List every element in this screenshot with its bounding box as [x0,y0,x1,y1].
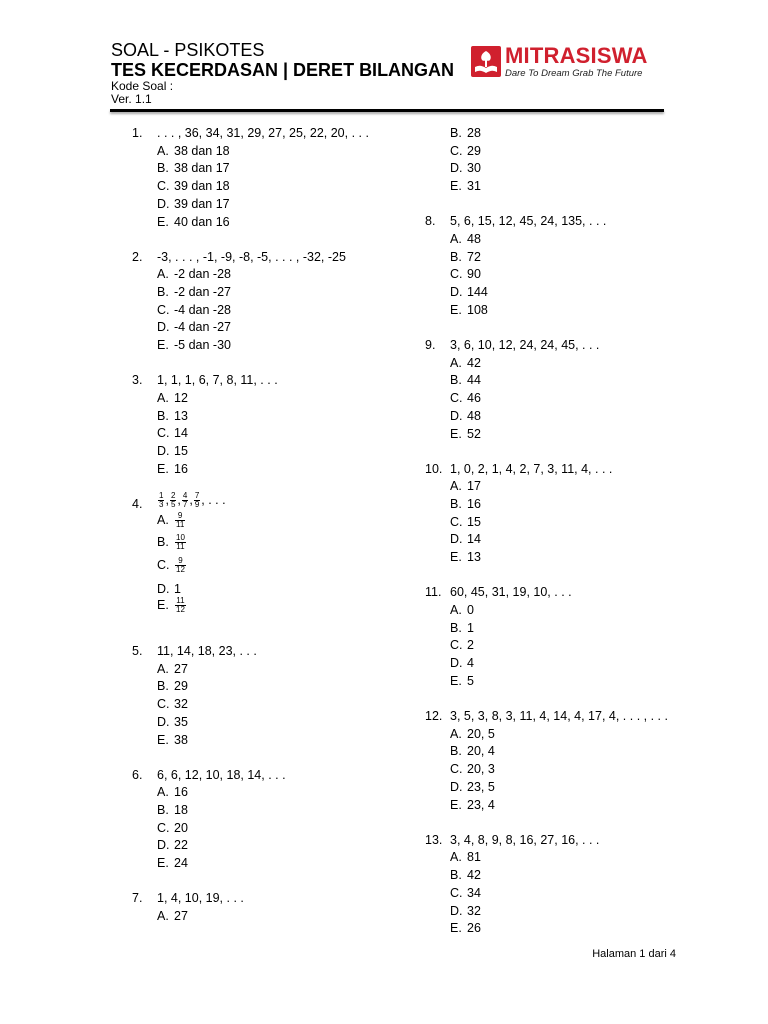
option-value: 13 [467,550,481,565]
option-value: 0 [467,603,474,618]
question-sequence: 3, 6, 10, 12, 24, 24, 45, . . . [450,338,600,352]
question-sequence: . . . , 36, 34, 31, 29, 27, 25, 22, 20, . . . [157,126,369,140]
answer-option [450,904,481,918]
fraction-numerator: 9 [178,555,183,565]
option-letter: B. [157,161,169,176]
option-letter: E. [157,214,169,229]
answer-option [157,856,188,870]
option-letter: C. [157,179,170,194]
option-letter: E. [450,921,462,936]
question-number: 5. [132,644,143,658]
question-sequence: 5, 6, 15, 12, 45, 24, 135, . . . [450,214,607,229]
answer-option [450,409,481,423]
answer-option [157,697,188,711]
question-sequence: 1, 0, 2, 1, 4, 2, 7, 3, 11, 4, . . . [450,461,613,476]
option-letter: D. [450,285,463,300]
answer-option [450,356,481,370]
answer-option [157,582,181,596]
option-value: 23, 5 [467,779,495,794]
doc-title-line1: SOAL - PSIKOTES [111,40,265,60]
answer-option [450,621,474,635]
option-value: 28 [467,126,481,140]
option-letter: C. [157,820,170,835]
answer-option [157,144,230,158]
option-value: 26 [467,921,481,936]
answer-option [450,868,481,882]
answer-option [450,285,488,299]
question-sequence: $\frac{1}{3}$ , $\frac{2}{5}$ , $\frac{4}{7}$ , $\frac{7}{9}$ , . . . [159,491,226,510]
option-letter: D. [450,161,463,176]
option-value: 39 dan 18 [174,179,230,194]
option-letter: B. [450,744,462,759]
option-letter: E. [450,302,462,317]
answer-option [450,744,495,758]
answer-option [450,427,481,441]
option-letter: C. [157,426,170,441]
option-value: 14 [174,426,188,441]
mitrasiswa-logo [471,43,651,82]
option-value: 40 dan 16 [174,214,230,229]
option-letter: B. [450,620,462,635]
question-sequence: 1, 1, 1, 6, 7, 8, 11, . . . [157,373,278,388]
option-letter: B. [157,408,169,423]
option-value: 48 [467,231,481,246]
option-letter: A. [450,231,462,246]
answer-option [157,161,230,175]
option-letter: D. [450,656,463,671]
option-value: 24 [174,856,188,871]
answer-option [157,215,230,229]
version-label: Ver. 1.1 [111,92,152,106]
option-letter: E. [450,550,462,565]
option-letter: A. [450,850,462,865]
option-letter: D. [157,582,170,597]
answer-option [157,512,186,529]
answer-option [157,785,188,799]
answer-option [157,391,188,405]
fraction-numerator: 1 [159,491,164,501]
option-letter: C. [450,885,463,900]
fraction [170,492,176,509]
fraction-numerator: 10 [176,533,185,543]
option-letter: C. [157,697,170,712]
option-letter: A. [157,785,169,800]
option-value: 23, 4 [467,797,495,812]
option-letter: A. [450,726,462,741]
option-value: 20, 3 [467,762,495,777]
option-value: 1 [174,582,181,597]
answer-option [450,921,481,935]
option-value: 38 dan 18 [174,143,230,158]
option-letter: A. [157,391,169,406]
fraction-numerator: 4 [182,491,188,501]
answer-option [450,515,481,529]
option-value: 52 [467,426,481,441]
answer-option [450,886,481,900]
option-value: 14 [467,532,481,547]
answer-option [450,303,488,317]
question-number: 10. [425,461,443,476]
option-letter: C. [157,302,170,317]
option-letter: B. [450,373,462,388]
answer-option [157,285,231,299]
option-letter: E. [450,426,462,441]
fraction-denominator: 3 [159,500,164,510]
option-value: 15 [467,514,481,529]
fraction [158,492,164,509]
question-sequence: -3, . . . , -1, -9, -8, -5, . . . , -32, -25 [157,249,346,264]
question-number: 9. [425,338,436,352]
option-value: 81 [467,850,481,865]
fraction-numerator: 2 [170,491,176,501]
answer-option [157,179,230,193]
answer-option [450,373,481,387]
question-number: 8. [425,214,436,229]
fraction [175,557,186,574]
option-value: 2 [467,638,474,653]
option-letter: B. [157,679,169,694]
option-value: 27 [174,661,188,676]
fraction-numerator: 9 [177,510,183,520]
option-value: -5 dan -30 [174,338,231,353]
option-letter: C. [157,557,170,572]
fraction-numerator: 11 [176,595,185,605]
option-letter: A. [450,603,462,618]
option-value: 44 [467,373,481,388]
question-sequence: 11, 14, 18, 23, . . . [157,644,257,658]
option-letter: A. [157,661,169,676]
option-value: 90 [467,267,481,282]
option-letter: A. [157,512,169,527]
answer-option [450,727,495,741]
option-letter: C. [450,391,463,406]
question-sequence: 60, 45, 31, 19, 10, . . . [450,585,572,600]
answer-option [157,662,188,676]
option-letter: E. [157,338,169,353]
question-number: 3. [132,373,143,388]
option-letter: C. [450,143,463,158]
answer-option [450,550,481,564]
answer-option [450,532,481,546]
option-value: 29 [174,679,188,694]
option-value: 1 [467,620,474,635]
option-letter: E. [450,673,462,688]
option-letter: D. [157,714,170,729]
option-letter: C. [450,762,463,777]
option-letter: E. [450,179,462,194]
option-value: 29 [467,143,481,158]
answer-option [450,780,495,794]
answer-option [450,850,481,864]
option-letter: B. [157,285,169,300]
option-value: 4 [467,656,474,671]
logo-tagline: Dare To Dream Grab The Future [505,68,643,79]
question-number: 6. [132,767,143,782]
question-sequence: 6, 6, 12, 10, 18, 14, . . . [157,767,286,782]
fraction [175,597,186,614]
fraction-denominator: 7 [182,500,188,510]
question-number: 1. [132,126,143,140]
option-value: 32 [174,697,188,712]
question-number: 12. [425,709,443,724]
option-letter: D. [157,320,170,335]
answer-option [450,638,474,652]
code-label: Kode Soal : [111,79,174,93]
option-value: 17 [467,479,481,494]
option-value: 16 [174,461,188,476]
option-value: 13 [174,408,188,423]
option-value: 20, 5 [467,726,495,741]
option-letter: D. [157,838,170,853]
option-letter: B. [157,803,169,818]
option-value: 12 [174,391,188,406]
question-number: 4. [132,497,143,512]
option-value: -4 dan -28 [174,302,231,317]
fraction-denominator: 12 [176,564,185,574]
answer-option [157,715,188,729]
answer-option [450,144,481,158]
answer-option [157,557,187,574]
option-letter: C. [450,267,463,282]
answer-option [157,821,188,835]
answer-option [157,803,188,817]
fraction-denominator: 5 [170,500,176,510]
option-value: 16 [174,785,188,800]
option-value: -2 dan -27 [174,285,231,300]
option-value: 20 [174,820,188,835]
sequence-tail: , . . . [201,492,226,507]
option-value: 108 [467,302,488,317]
option-value: 38 [174,732,188,747]
option-letter: A. [157,143,169,158]
answer-option [157,338,231,352]
option-letter: D. [450,532,463,547]
option-value: 48 [467,408,481,423]
option-value: 20, 4 [467,744,495,759]
answer-option [450,798,495,812]
option-value: 22 [174,838,188,853]
option-value: 39 dan 17 [174,196,230,211]
header-divider [110,109,664,112]
option-letter: E. [157,597,169,612]
answer-option [450,762,495,776]
question-sequence: 3, 5, 3, 8, 3, 11, 4, 14, 4, 17, 4, . . . , . . . [450,709,668,724]
option-value: 15 [174,444,188,459]
answer-option [450,232,481,246]
option-letter: E. [157,461,169,476]
option-value: 34 [467,885,481,900]
answer-option [157,534,187,551]
option-value: 18 [174,803,188,818]
option-value: 38 dan 17 [174,161,230,176]
option-value: 42 [467,868,481,883]
book-tree-logo-icon [471,46,501,77]
question-number: 2. [132,249,143,264]
question-number: 7. [132,891,143,906]
answer-option [157,409,188,423]
option-value: 42 [467,355,481,370]
option-letter: C. [450,638,463,653]
answer-option [450,179,481,193]
answer-option [157,838,188,852]
option-letter: B. [450,126,462,140]
option-value: 46 [467,391,481,406]
fraction-denominator: 11 [176,542,185,552]
option-value: 5 [467,673,474,688]
answer-option [157,303,231,317]
option-value: 32 [467,903,481,918]
question-number: 11. [425,585,442,600]
option-value: 35 [174,714,188,729]
fraction-numerator: 7 [194,491,200,501]
option-letter: B. [450,497,462,512]
answer-option [157,444,188,458]
option-letter: A. [450,355,462,370]
answer-option [450,656,474,670]
option-letter: E. [157,856,169,871]
option-value: 30 [467,161,481,176]
option-letter: B. [450,249,462,264]
option-letter: B. [157,535,169,550]
answer-option [450,603,474,617]
option-letter: A. [157,267,169,282]
answer-option [157,597,187,614]
answer-option [157,909,188,923]
fraction-denominator: 11 [176,519,185,529]
question-sequence: 1, 4, 10, 19, . . . [157,891,244,906]
fraction-denominator: 9 [194,500,200,510]
option-value: -2 dan -28 [174,267,231,282]
answer-option [450,674,474,688]
answer-option [450,126,481,140]
option-letter: D. [157,444,170,459]
option-letter: B. [450,868,462,883]
fraction-denominator: 12 [176,604,185,614]
answer-option [450,479,481,493]
question-sequence: 3, 4, 8, 9, 8, 16, 27, 16, . . . [450,832,600,847]
answer-option [157,679,188,693]
page-number: Halaman 1 dari 4 [592,948,676,960]
answer-option [450,161,481,175]
answer-option [157,426,188,440]
option-value: 144 [467,285,488,300]
option-letter: A. [450,479,462,494]
answer-option [157,267,231,281]
question-number: 13. [425,832,443,847]
option-letter: D. [157,196,170,211]
fraction [182,492,188,509]
option-letter: D. [450,779,463,794]
option-value: -4 dan -27 [174,320,231,335]
doc-title-line2: TES KECERDASAN | DERET BILANGAN [111,60,455,80]
answer-option [450,267,481,281]
option-letter: C. [450,514,463,529]
option-letter: D. [450,408,463,423]
option-letter: D. [450,903,463,918]
option-value: 31 [467,179,481,194]
answer-option [157,197,230,211]
option-value: 27 [174,909,188,924]
answer-option [157,462,188,476]
logo-name: MITRASISWA [505,43,648,68]
option-letter: E. [450,797,462,812]
fraction [175,534,186,551]
fraction [194,492,200,509]
document-header [111,40,454,106]
answer-option [157,320,231,334]
answer-option [157,733,188,747]
answer-option [450,250,481,264]
option-letter: A. [157,909,169,924]
option-value: 72 [467,249,481,264]
option-letter: E. [157,732,169,747]
answer-option [450,497,481,511]
answer-option [450,391,481,405]
fraction [175,512,185,529]
option-value: 16 [467,497,481,512]
